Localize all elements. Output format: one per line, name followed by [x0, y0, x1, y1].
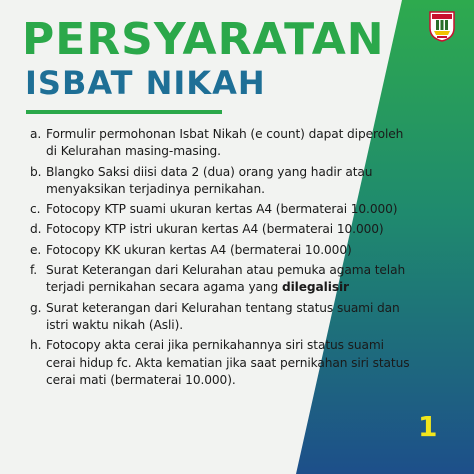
- requirement-item: [30, 337, 472, 389]
- requirement-text: cerai mati (bermaterai 10.000).: [46, 372, 236, 387]
- requirement-text: Formulir permohonan Isbat Nikah (e count) dapat diperoleh: [46, 127, 404, 141]
- requirement-emphasis: dilegalisir: [281, 280, 349, 295]
- regional-emblem-icon: [428, 10, 456, 42]
- requirement-text: istri waktu nikah (Asli).: [46, 317, 184, 332]
- requirement-item: [30, 201, 472, 218]
- page-subtitle: ISBAT NIKAH: [25, 64, 266, 102]
- page-number: 1: [418, 410, 438, 443]
- requirement-text: di Kelurahan masing-masing.: [46, 144, 221, 159]
- requirement-text: menyaksikan terjadinya pernikahan.: [46, 181, 265, 196]
- requirement-item: [30, 300, 472, 335]
- requirement-text: Surat keterangan dari Kelurahan tentang status suami dan: [46, 300, 400, 315]
- requirement-marker: a.: [30, 127, 42, 141]
- requirement-marker: e.: [30, 242, 42, 257]
- requirement-item: [30, 262, 472, 297]
- page-title: PERSYARATAN: [22, 14, 385, 65]
- requirement-marker: d.: [30, 222, 42, 237]
- requirements-list: [30, 126, 472, 392]
- requirement-text: terjadi pernikahan secara agama yang dilegalisir: [46, 280, 349, 295]
- requirement-item: [30, 221, 472, 238]
- requirement-text: Fotocopy KK ukuran kertas A4 (bermaterai 10.000): [46, 242, 352, 257]
- requirement-marker: g.: [30, 300, 42, 315]
- title-underline: [26, 110, 222, 114]
- requirement-item: [30, 126, 472, 161]
- requirement-item: [30, 164, 472, 199]
- requirement-item: [30, 242, 472, 259]
- requirement-marker: b.: [30, 164, 42, 179]
- requirement-marker: f.: [30, 263, 38, 278]
- requirement-marker: h.: [30, 338, 42, 353]
- requirement-text: cerai hidup fc. Akta kematian jika saat pernikahan siri status: [46, 355, 410, 370]
- requirement-marker: c.: [30, 202, 41, 217]
- requirement-text: Fotocopy akta cerai jika pernikahannya siri status suami: [46, 338, 384, 353]
- requirement-text: Fotocopy KTP suami ukuran kertas A4 (bermaterai 10.000): [46, 202, 398, 217]
- requirement-text: Blangko Saksi diisi data 2 (dua) orang yang hadir atau: [46, 164, 373, 179]
- requirement-text: Fotocopy KTP istri ukuran kertas A4 (bermaterai 10.000): [46, 222, 384, 237]
- requirement-text: Surat Keterangan dari Kelurahan atau pemuka agama telah: [46, 263, 406, 278]
